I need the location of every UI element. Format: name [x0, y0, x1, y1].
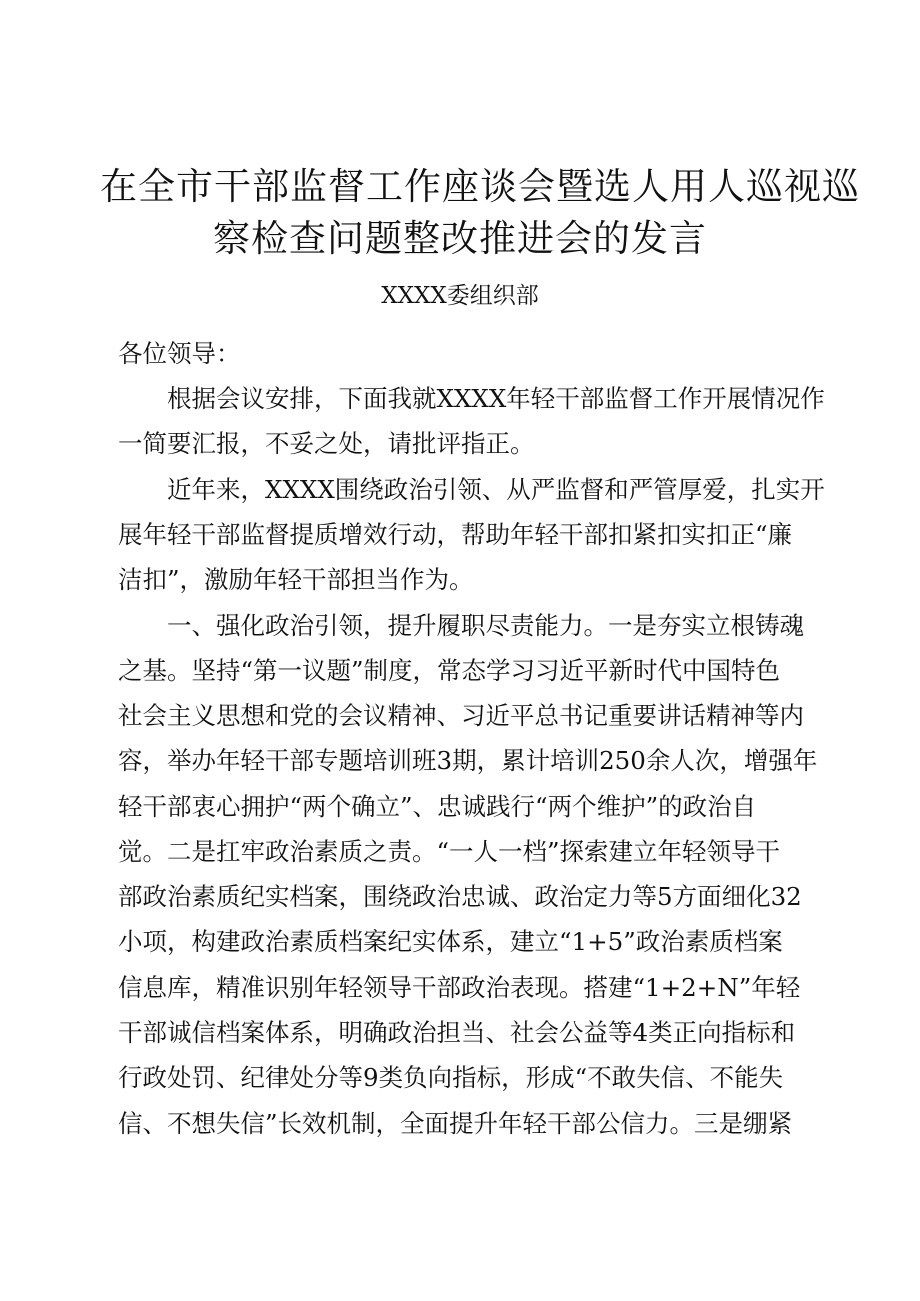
paragraph-line: 部政治素质纪实档案，围绕政治忠诚、政治定力等5方面细化32 [118, 882, 802, 911]
document-title-line-1: 在全市干部监督工作座谈会暨选人用人巡视巡 [100, 165, 860, 208]
paragraph-line: 社会主义思想和党的会议精神、习近平总书记重要讲话精神等内 [118, 701, 804, 730]
document-title-line-2: 察检查问题整改推进会的发言 [213, 217, 707, 260]
paragraph-line: 轻干部衷心拥护“两个确立”、忠诚践行“两个维护”的政治自 [118, 792, 757, 821]
paragraph-line: 容，举办年轻干部专题培训班3期，累计培训250余人次，增强年 [118, 746, 818, 775]
paragraph-line: 信息库，精准识别年轻领导干部政治表现。搭建“1+2+N”年轻 [118, 973, 801, 1002]
paragraph-line: 干部诚信档案体系，明确政治担当、社会公益等4类正向指标和 [118, 1018, 796, 1047]
paragraph-line: 觉。二是扛牢政治素质之责。“一人一档”探索建立年轻领导干 [118, 837, 781, 866]
paragraph-line: 近年来，XXXX围绕政治引领、从严监督和严管厚爱，扎实开 [167, 475, 825, 504]
paragraph-line: 信、不想失信”长效机制，全面提升年轻干部公信力。三是绷紧 [118, 1109, 793, 1138]
paragraph-line: 洁扣”，激励年轻干部担当作为。 [118, 565, 474, 594]
greeting: 各位领导： [118, 339, 241, 368]
paragraph-line: 展年轻干部监督提质增效行动，帮助年轻干部扣紧扣实扣正“廉 [118, 520, 793, 549]
document-author: XXXX委组织部 [381, 283, 539, 309]
paragraph-line: 之基。坚持“第一议题”制度，常态学习习近平新时代中国特色 [118, 656, 781, 685]
paragraph-line: 一简要汇报，不妥之处，请批评指正。 [118, 429, 535, 458]
paragraph-line: 行政处罚、纪律处分等9类负向指标，形成“不敢失信、不能失 [118, 1063, 784, 1092]
paragraph-line: 一、强化政治引领，提升履职尽责能力。一是夯实立根铸魂 [167, 611, 804, 640]
paragraph-line: 小项，构建政治素质档案纪实体系，建立“1+5”政治素质档案 [118, 927, 783, 956]
paragraph-line: 根据会议安排，下面我就XXXX年轻干部监督工作开展情况作 [167, 384, 825, 413]
